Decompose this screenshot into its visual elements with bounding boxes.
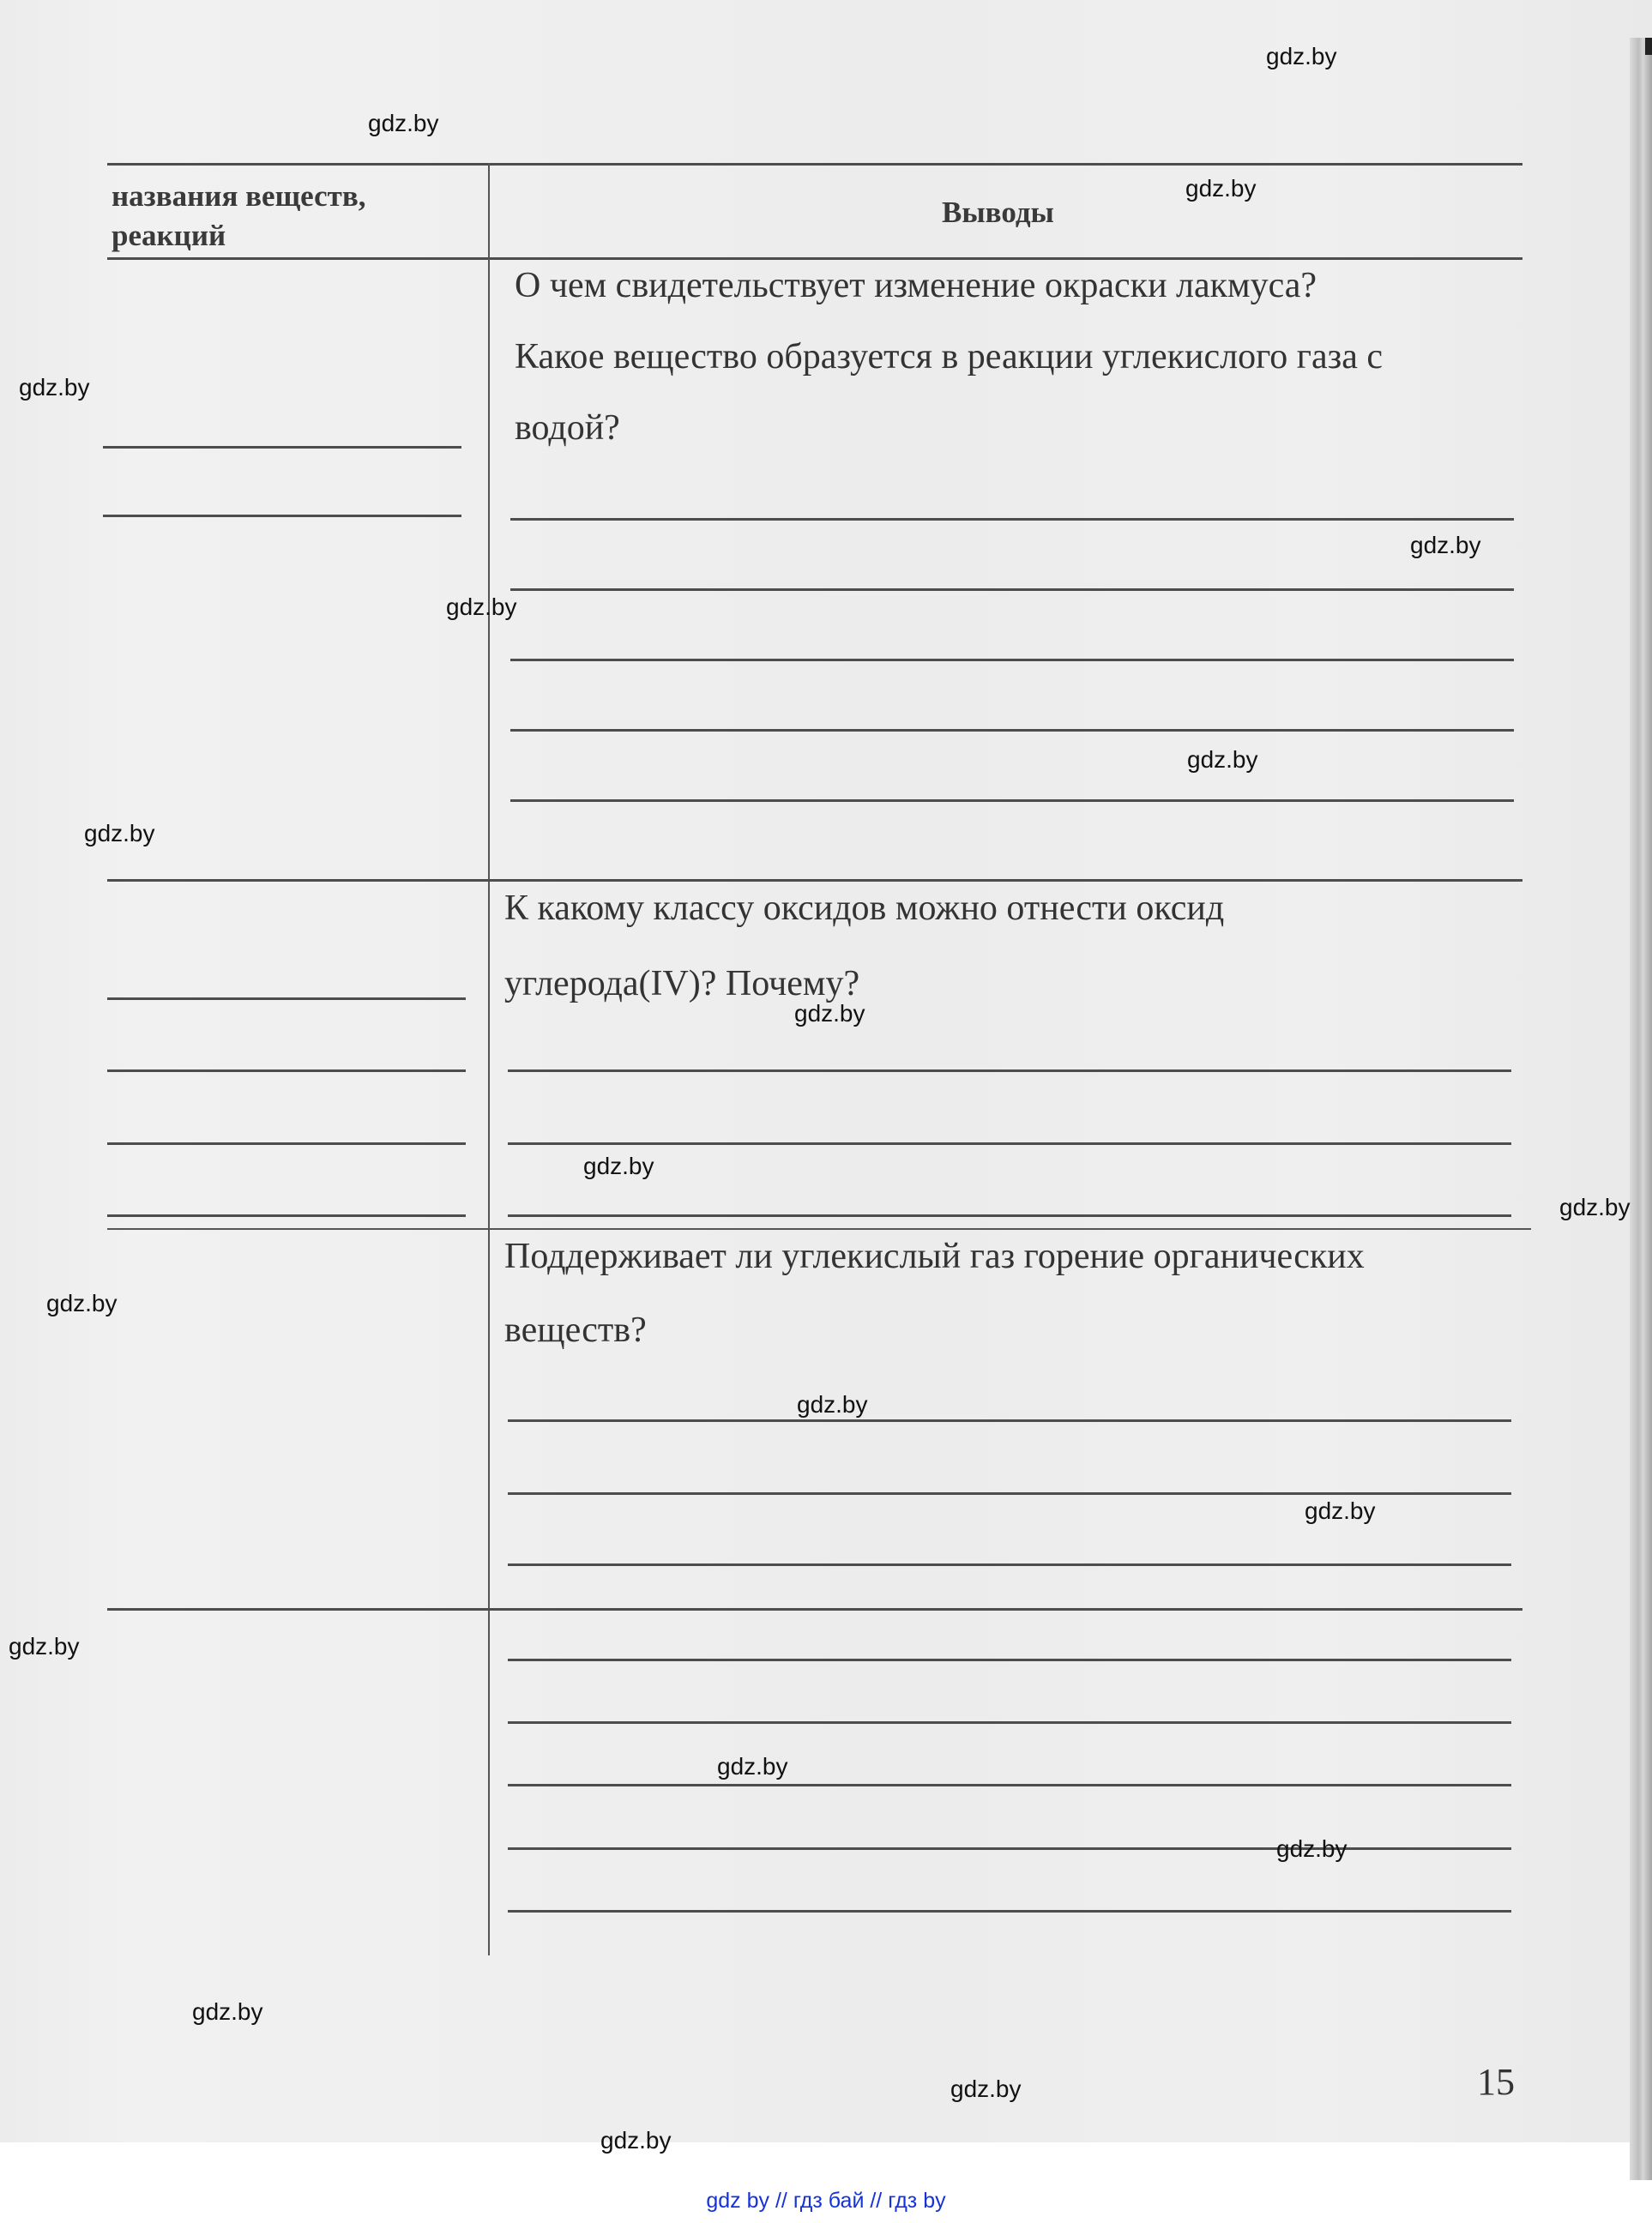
answer-line-right[interactable] xyxy=(508,1784,1511,1786)
watermark: gdz.by xyxy=(1185,175,1257,202)
column-header-conclusions: Выводы xyxy=(942,196,1054,229)
answer-line-right[interactable] xyxy=(508,1142,1511,1145)
question-1-line-1: О чем свидетельствует изменение окраски лакмуса? xyxy=(515,266,1317,305)
watermark: gdz.by xyxy=(1305,1497,1376,1524)
watermark: gdz.by xyxy=(717,1753,788,1780)
answer-line-right[interactable] xyxy=(508,1214,1511,1217)
watermark: gdz.by xyxy=(1187,746,1258,773)
question-2-line-2: углерода(IV)? Почему? xyxy=(504,964,860,1003)
answer-line-right[interactable] xyxy=(510,729,1514,732)
watermark: gdz.by xyxy=(9,1633,80,1660)
answer-line-right[interactable] xyxy=(508,1910,1511,1913)
watermark: gdz.by xyxy=(368,110,439,136)
answer-line-right[interactable] xyxy=(510,518,1514,521)
column-header-substances: названия веществ, реакций xyxy=(112,179,366,252)
question-2-line-1: К какому классу оксидов можно отнести оксид xyxy=(504,889,1225,928)
question-3-line-1: Поддерживает ли углекислый газ горение органических xyxy=(504,1237,1365,1276)
watermark: gdz.by xyxy=(950,2075,1022,2102)
answer-line-right[interactable] xyxy=(510,799,1514,802)
page-binding-edge xyxy=(1630,38,1652,2180)
question-1-line-3: водой? xyxy=(515,408,620,448)
watermark: gdz.by xyxy=(84,820,155,846)
question-2 xyxy=(504,871,1525,1021)
watermark: gdz.by xyxy=(1266,43,1337,69)
watermark: gdz.by xyxy=(1410,532,1481,558)
table-column-divider xyxy=(488,163,490,1955)
page-number: 15 xyxy=(1477,2061,1515,2103)
watermark: gdz.by xyxy=(1559,1194,1631,1220)
question-1 xyxy=(515,250,1535,464)
answer-line-left[interactable] xyxy=(107,1142,466,1145)
answer-line-left[interactable] xyxy=(103,446,461,449)
answer-line-right[interactable] xyxy=(508,1069,1511,1072)
answer-line-right[interactable] xyxy=(508,1492,1511,1495)
watermark: gdz.by xyxy=(600,2127,672,2154)
answer-line-left[interactable] xyxy=(103,515,461,517)
watermark: gdz.by xyxy=(794,1000,865,1027)
answer-line-full[interactable] xyxy=(107,1608,1522,1611)
question-3-line-2: веществ? xyxy=(504,1310,647,1350)
answer-line-right[interactable] xyxy=(508,1563,1511,1566)
answer-line-left[interactable] xyxy=(107,1069,466,1072)
answer-line-right[interactable] xyxy=(508,1659,1511,1661)
answer-line-left[interactable] xyxy=(107,1214,466,1217)
watermark: gdz.by xyxy=(797,1391,868,1418)
watermark: gdz.by xyxy=(583,1153,654,1179)
bottom-banner[interactable]: gdz by // гдз бай // гдз by xyxy=(0,2180,1652,2223)
watermark: gdz.by xyxy=(19,374,90,401)
watermark: gdz.by xyxy=(446,593,517,620)
watermark: gdz.by xyxy=(192,1998,263,2025)
answer-line-right[interactable] xyxy=(508,1419,1511,1422)
question-3 xyxy=(504,1220,1525,1367)
answer-line-right[interactable] xyxy=(508,1847,1511,1850)
answer-line-right[interactable] xyxy=(510,588,1514,591)
watermark: gdz.by xyxy=(1276,1835,1348,1862)
answer-line-right[interactable] xyxy=(510,659,1514,661)
answer-line-left[interactable] xyxy=(107,997,466,1000)
table-top-border xyxy=(107,163,1522,166)
answer-line-right[interactable] xyxy=(508,1721,1511,1724)
question-1-line-2: Какое вещество образуется в реакции углекислого газа с xyxy=(515,337,1384,377)
watermark: gdz.by xyxy=(46,1290,118,1316)
